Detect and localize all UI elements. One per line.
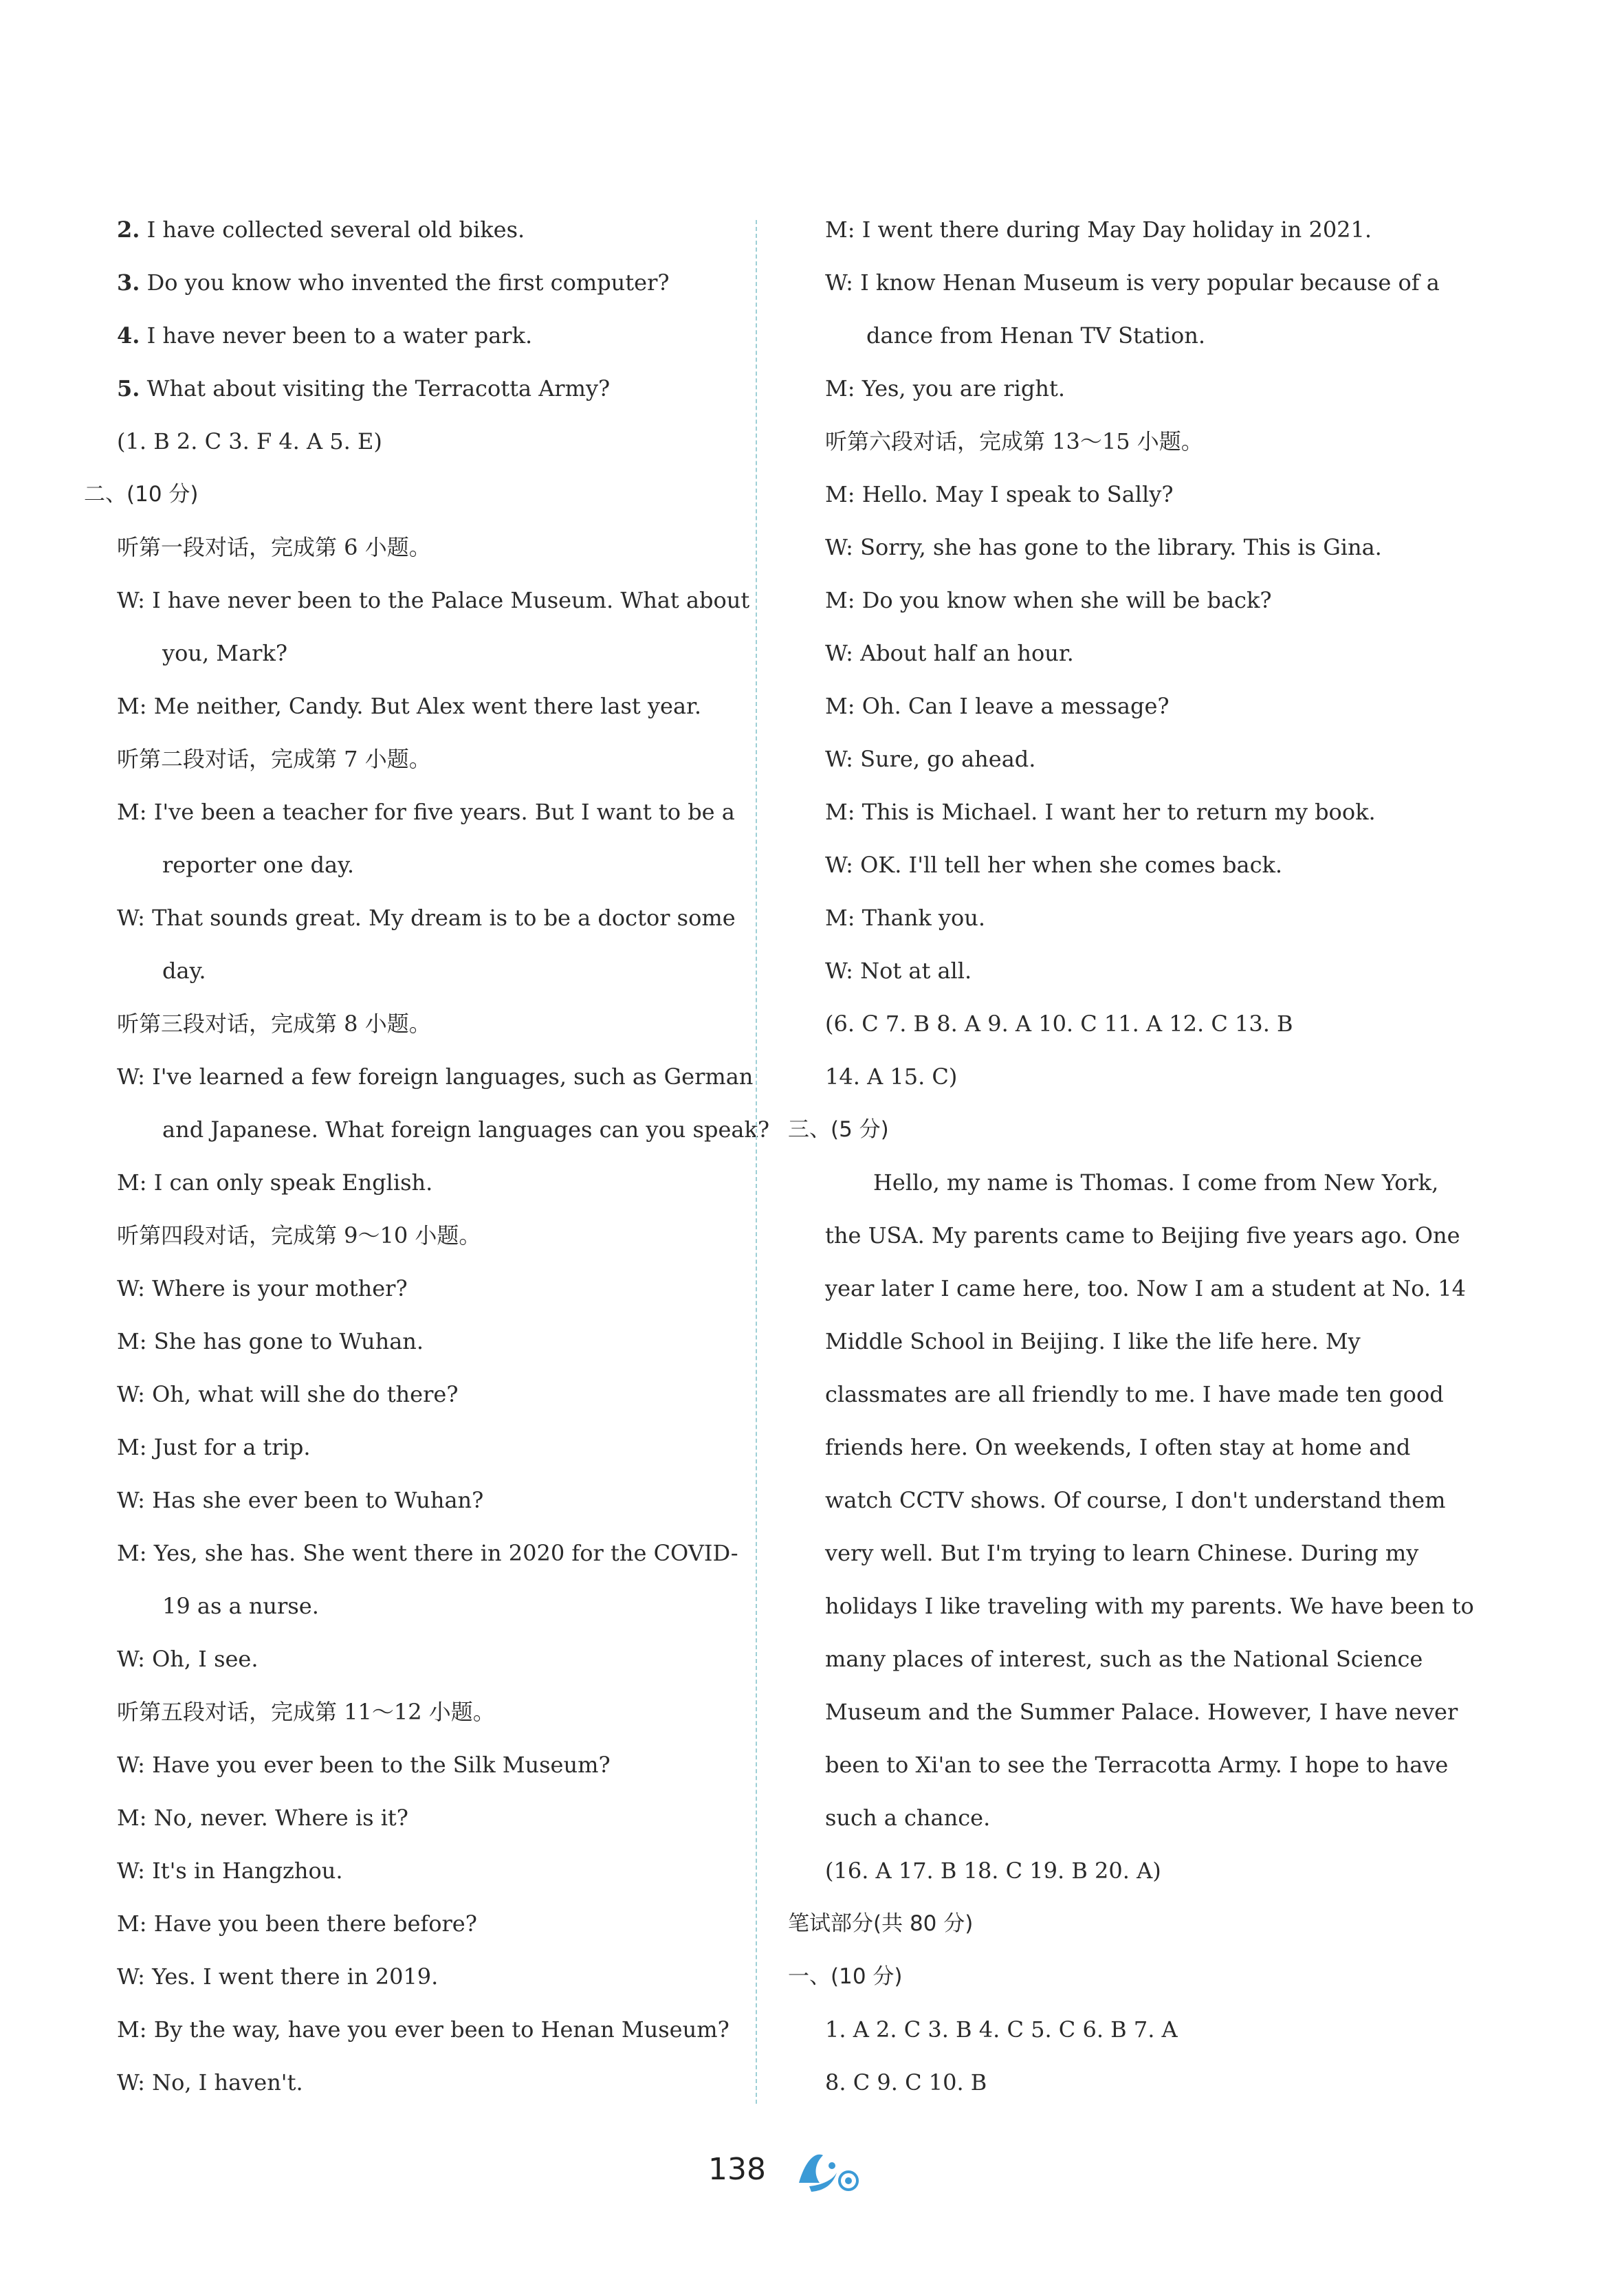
dialogue-line: M: No, never. Where is it?: [117, 1805, 408, 1831]
dialogue-line: W: I have never been to the Palace Museum. What about: [117, 587, 750, 613]
passage-line: Museum and the Summer Palace. However, I have never: [825, 1699, 1458, 1725]
dialogue-line: W: Have you ever been to the Silk Museum?: [117, 1752, 611, 1778]
dialogue-line: W: Where is your mother?: [117, 1275, 408, 1301]
dialogue-line: M: She has gone to Wuhan.: [117, 1328, 424, 1354]
passage-line: very well. But I'm trying to learn Chinese. During my: [825, 1540, 1419, 1566]
answer-line: (6. C 7. B 8. A 9. A 10. C 11. A 12. C 13. B: [825, 1011, 1293, 1037]
text-line: 3. Do you know who invented the first computer?: [117, 270, 670, 296]
dialogue-line: W: Oh, what will she do there?: [117, 1381, 459, 1407]
dialogue-line: M: By the way, have you ever been to Henan Museum?: [117, 2016, 729, 2043]
dialogue-line: M: I've been a teacher for five years. But I want to be a: [117, 799, 735, 825]
dialogue-line: W: Sorry, she has gone to the library. This is Gina.: [825, 534, 1382, 560]
passage-line: been to Xi'an to see the Terracotta Army. I hope to have: [825, 1752, 1449, 1778]
passage-line: many places of interest, such as the National Science: [825, 1646, 1423, 1672]
dialogue-line: M: Oh. Can I leave a message?: [825, 693, 1170, 719]
dialogue-line: M: Do you know when she will be back?: [825, 587, 1272, 613]
dialogue-instruction: 听第三段对话，完成第 8 小题。: [117, 1011, 431, 1037]
dialogue-line: W: I've learned a few foreign languages, such as German: [117, 1064, 754, 1090]
dialogue-line: M: Just for a trip.: [117, 1434, 311, 1460]
answer-line: (1. B 2. C 3. F 4. A 5. E): [117, 428, 382, 454]
dialogue-line: W: Yes. I went there in 2019.: [117, 1964, 439, 1990]
section-heading: 三、(5 分): [788, 1117, 889, 1142]
dialogue-line: and Japanese. What foreign languages can you speak?: [162, 1116, 769, 1143]
section-heading: 二、(10 分): [84, 482, 199, 507]
dialogue-line: you, Mark?: [162, 640, 287, 666]
dialogue-line: W: Not at all.: [825, 958, 972, 984]
column-divider: [756, 220, 757, 2104]
dialogue-line: W: Oh, I see.: [117, 1646, 259, 1672]
dialogue-line: dance from Henan TV Station.: [866, 322, 1206, 349]
dialogue-line: W: OK. I'll tell her when she comes back.: [825, 852, 1283, 878]
answer-line: 8. C 9. C 10. B: [825, 2069, 987, 2096]
dialogue-line: M: Hello. May I speak to Sally?: [825, 481, 1174, 507]
dialogue-line: M: This is Michael. I want her to return my book.: [825, 799, 1376, 825]
passage-line: Hello, my name is Thomas. I come from New York,: [873, 1169, 1439, 1196]
text-line: 4. I have never been to a water park.: [117, 322, 533, 349]
dialogue-line: M: I went there during May Day holiday in 2021.: [825, 217, 1372, 243]
section-heading: 一、(10 分): [788, 1964, 903, 1989]
passage-line: Middle School in Beijing. I like the life here. My: [825, 1328, 1361, 1354]
dialogue-instruction: 听第六段对话，完成第 13～15 小题。: [825, 428, 1203, 454]
dialogue-line: W: I know Henan Museum is very popular because of a: [825, 270, 1440, 296]
dialogue-line: M: Me neither, Candy. But Alex went there last year.: [117, 693, 701, 719]
dialogue-line: M: Thank you.: [825, 905, 986, 931]
answer-line: (16. A 17. B 18. C 19. B 20. A): [825, 1858, 1161, 1884]
passage-line: year later I came here, too. Now I am a student at No. 14: [825, 1275, 1467, 1301]
text-line: 5. What about visiting the Terracotta Army?: [117, 375, 611, 402]
decorative-swirl-logo-icon: [785, 2145, 909, 2200]
dialogue-line: day.: [162, 958, 206, 984]
dialogue-line: W: About half an hour.: [825, 640, 1074, 666]
dialogue-line: reporter one day.: [162, 852, 355, 878]
answer-line: 1. A 2. C 3. B 4. C 5. C 6. B 7. A: [825, 2016, 1178, 2043]
passage-line: classmates are all friendly to me. I have made ten good: [825, 1381, 1444, 1407]
dialogue-instruction: 听第二段对话，完成第 7 小题。: [117, 746, 431, 772]
dialogue-line: 19 as a nurse.: [162, 1593, 319, 1619]
page-number: 138: [708, 2152, 766, 2187]
dialogue-line: W: Sure, go ahead.: [825, 746, 1036, 772]
section-heading: 笔试部分(共 80 分): [788, 1911, 974, 1936]
passage-line: friends here. On weekends, I often stay at home and: [825, 1434, 1411, 1460]
dialogue-instruction: 听第一段对话，完成第 6 小题。: [117, 534, 431, 560]
passage-line: such a chance.: [825, 1805, 991, 1831]
passage-line: watch CCTV shows. Of course, I don't understand them: [825, 1487, 1446, 1513]
dialogue-line: M: Have you been there before?: [117, 1911, 477, 1937]
dialogue-line: W: That sounds great. My dream is to be a doctor some: [117, 905, 736, 931]
dialogue-line: M: I can only speak English.: [117, 1169, 433, 1196]
text-line: 2. I have collected several old bikes.: [117, 217, 525, 243]
passage-line: holidays I like traveling with my parents. We have been to: [825, 1593, 1474, 1619]
dialogue-line: W: Has she ever been to Wuhan?: [117, 1487, 484, 1513]
answer-line: 14. A 15. C): [825, 1064, 958, 1090]
dialogue-line: W: It's in Hangzhou.: [117, 1858, 343, 1884]
passage-line: the USA. My parents came to Beijing five years ago. One: [825, 1222, 1460, 1248]
dialogue-line: M: Yes, you are right.: [825, 375, 1066, 402]
dialogue-line: M: Yes, she has. She went there in 2020 for the COVID-: [117, 1540, 738, 1566]
dialogue-instruction: 听第五段对话，完成第 11～12 小题。: [117, 1699, 495, 1725]
dialogue-line: W: No, I haven't.: [117, 2069, 303, 2096]
dialogue-instruction: 听第四段对话，完成第 9～10 小题。: [117, 1222, 481, 1248]
